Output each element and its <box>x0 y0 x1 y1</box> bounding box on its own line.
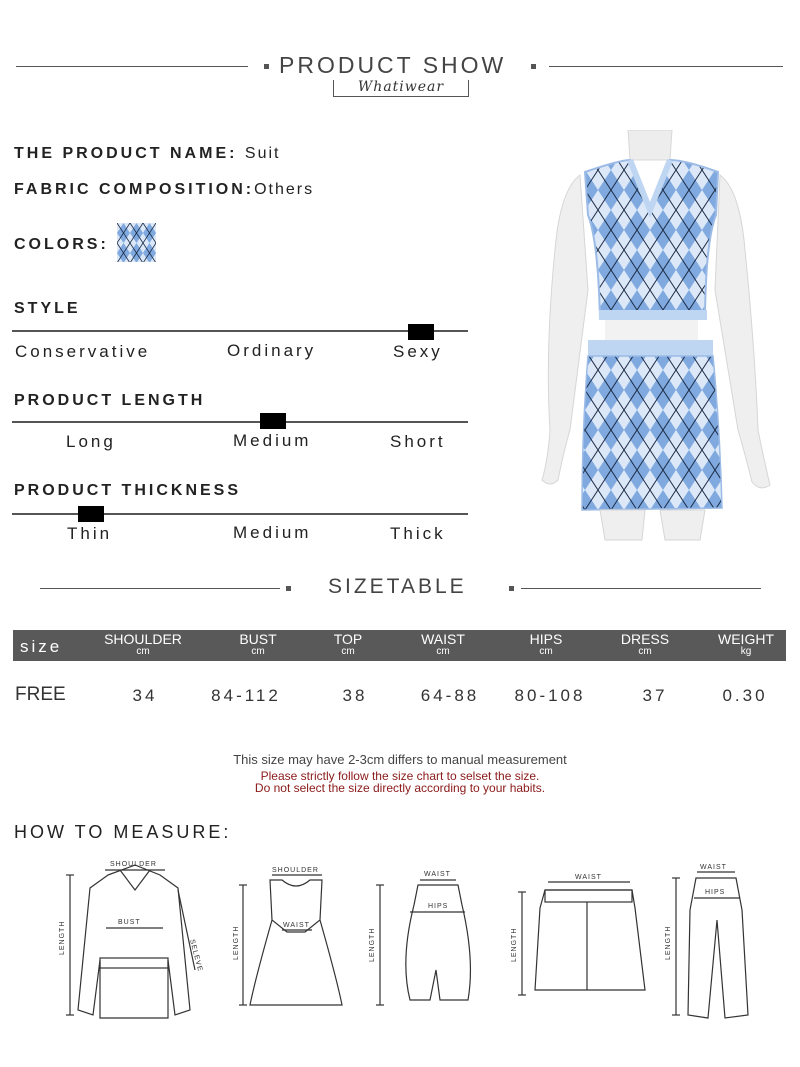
size-column-header: size <box>20 637 63 656</box>
label-mini-length: LENGTH <box>511 927 518 962</box>
style-option-sexy: Sexy <box>393 342 443 361</box>
header-line-left <box>16 66 248 67</box>
label-dress-length: LENGTH <box>233 925 240 960</box>
mini-skirt-diagram <box>518 882 645 995</box>
label-skirt-length: LENGTH <box>369 927 376 962</box>
value-waist: 64-88 <box>420 686 480 705</box>
label-jacket-seleve: SELEVE <box>188 938 204 973</box>
col-weight: WEIGHT kg <box>718 631 774 657</box>
sizetable-line-right <box>521 588 761 589</box>
col-top: TOP cm <box>333 631 363 657</box>
label-dress-shoulder: SHOULDER <box>272 867 319 874</box>
length-option-medium: Medium <box>233 431 312 450</box>
thickness-option-thick: Thick <box>390 524 446 543</box>
header-square-right <box>531 64 536 69</box>
label-pants-waist: WAIST <box>700 864 727 871</box>
label-jacket-length: LENGTH <box>59 920 66 955</box>
label-jacket-bust: BUST <box>118 919 141 926</box>
note-measurement: This size may have 2-3cm differs to manual measurement <box>233 752 567 767</box>
sizetable-line-left <box>40 588 280 589</box>
col-bust: BUST cm <box>239 631 277 657</box>
header-square-left <box>264 64 269 69</box>
length-option-long: Long <box>66 432 116 451</box>
note-follow-chart: Please strictly follow the size chart to selset the size. <box>260 769 540 783</box>
col-dress: DRESS cm <box>620 631 670 657</box>
colors-label: COLORS: <box>14 236 109 253</box>
style-option-conservative: Conservative <box>15 342 151 361</box>
thickness-option-medium: Medium <box>233 523 312 542</box>
sizetable-square-left <box>286 586 291 591</box>
measure-diagrams <box>0 850 800 1030</box>
col-hips: HIPS cm <box>529 631 563 657</box>
dress-diagram <box>239 875 342 1005</box>
label-mini-waist: WAIST <box>575 874 602 881</box>
length-label: PRODUCT LENGTH <box>14 392 206 409</box>
value-shoulder: 34 <box>132 686 158 705</box>
fabric-value: Others <box>254 181 315 198</box>
size-free: FREE <box>15 684 66 705</box>
length-scale <box>12 421 468 423</box>
product-name-value: Suit <box>244 145 281 162</box>
label-dress-waist: WAIST <box>283 922 310 929</box>
sizetable-square-right <box>509 586 514 591</box>
thickness-option-thin: Thin <box>67 524 113 543</box>
style-marker <box>408 324 434 340</box>
size-table-header <box>13 630 786 661</box>
fabric-label: FABRIC COMPOSITION: <box>14 181 255 198</box>
value-hips: 80-108 <box>514 686 586 705</box>
product-name-row <box>14 145 280 163</box>
sizetable-title: SIZETABLE <box>328 575 467 598</box>
style-option-ordinary: Ordinary <box>227 341 317 360</box>
value-bust: 84-112 <box>211 686 281 705</box>
label-jacket-shoulder: SHOULDER <box>110 861 157 868</box>
color-swatch[interactable] <box>117 223 156 262</box>
long-skirt-diagram <box>376 880 470 1005</box>
fabric-row <box>14 181 314 199</box>
value-weight: 0.30 <box>722 686 768 705</box>
value-dress: 37 <box>642 686 668 705</box>
thickness-marker <box>78 506 104 522</box>
style-scale <box>12 330 468 332</box>
label-skirt-waist: WAIST <box>424 871 451 878</box>
label-pants-length: LENGTH <box>665 925 672 960</box>
note-habits: Do not select the size directly according to your habits. <box>254 781 546 795</box>
product-photo[interactable] <box>520 130 790 550</box>
product-name-label: THE PRODUCT NAME: <box>14 145 238 162</box>
thickness-label: PRODUCT THICKNESS <box>14 482 242 499</box>
jacket-diagram <box>66 865 195 1018</box>
col-shoulder: SHOULDER cm <box>104 631 182 657</box>
label-skirt-hips: HIPS <box>428 903 449 910</box>
label-pants-hips: HIPS <box>705 889 726 896</box>
how-to-measure-title: HOW TO MEASURE: <box>14 822 232 842</box>
value-top: 38 <box>342 686 368 705</box>
style-label: STYLE <box>14 300 81 317</box>
header-line-right <box>549 66 783 67</box>
page-title: PRODUCT SHOW <box>279 52 507 78</box>
brand-name: Whatiwear <box>333 80 469 97</box>
col-waist: WAIST cm <box>421 631 465 657</box>
length-option-short: Short <box>390 432 446 451</box>
length-marker <box>260 413 286 429</box>
